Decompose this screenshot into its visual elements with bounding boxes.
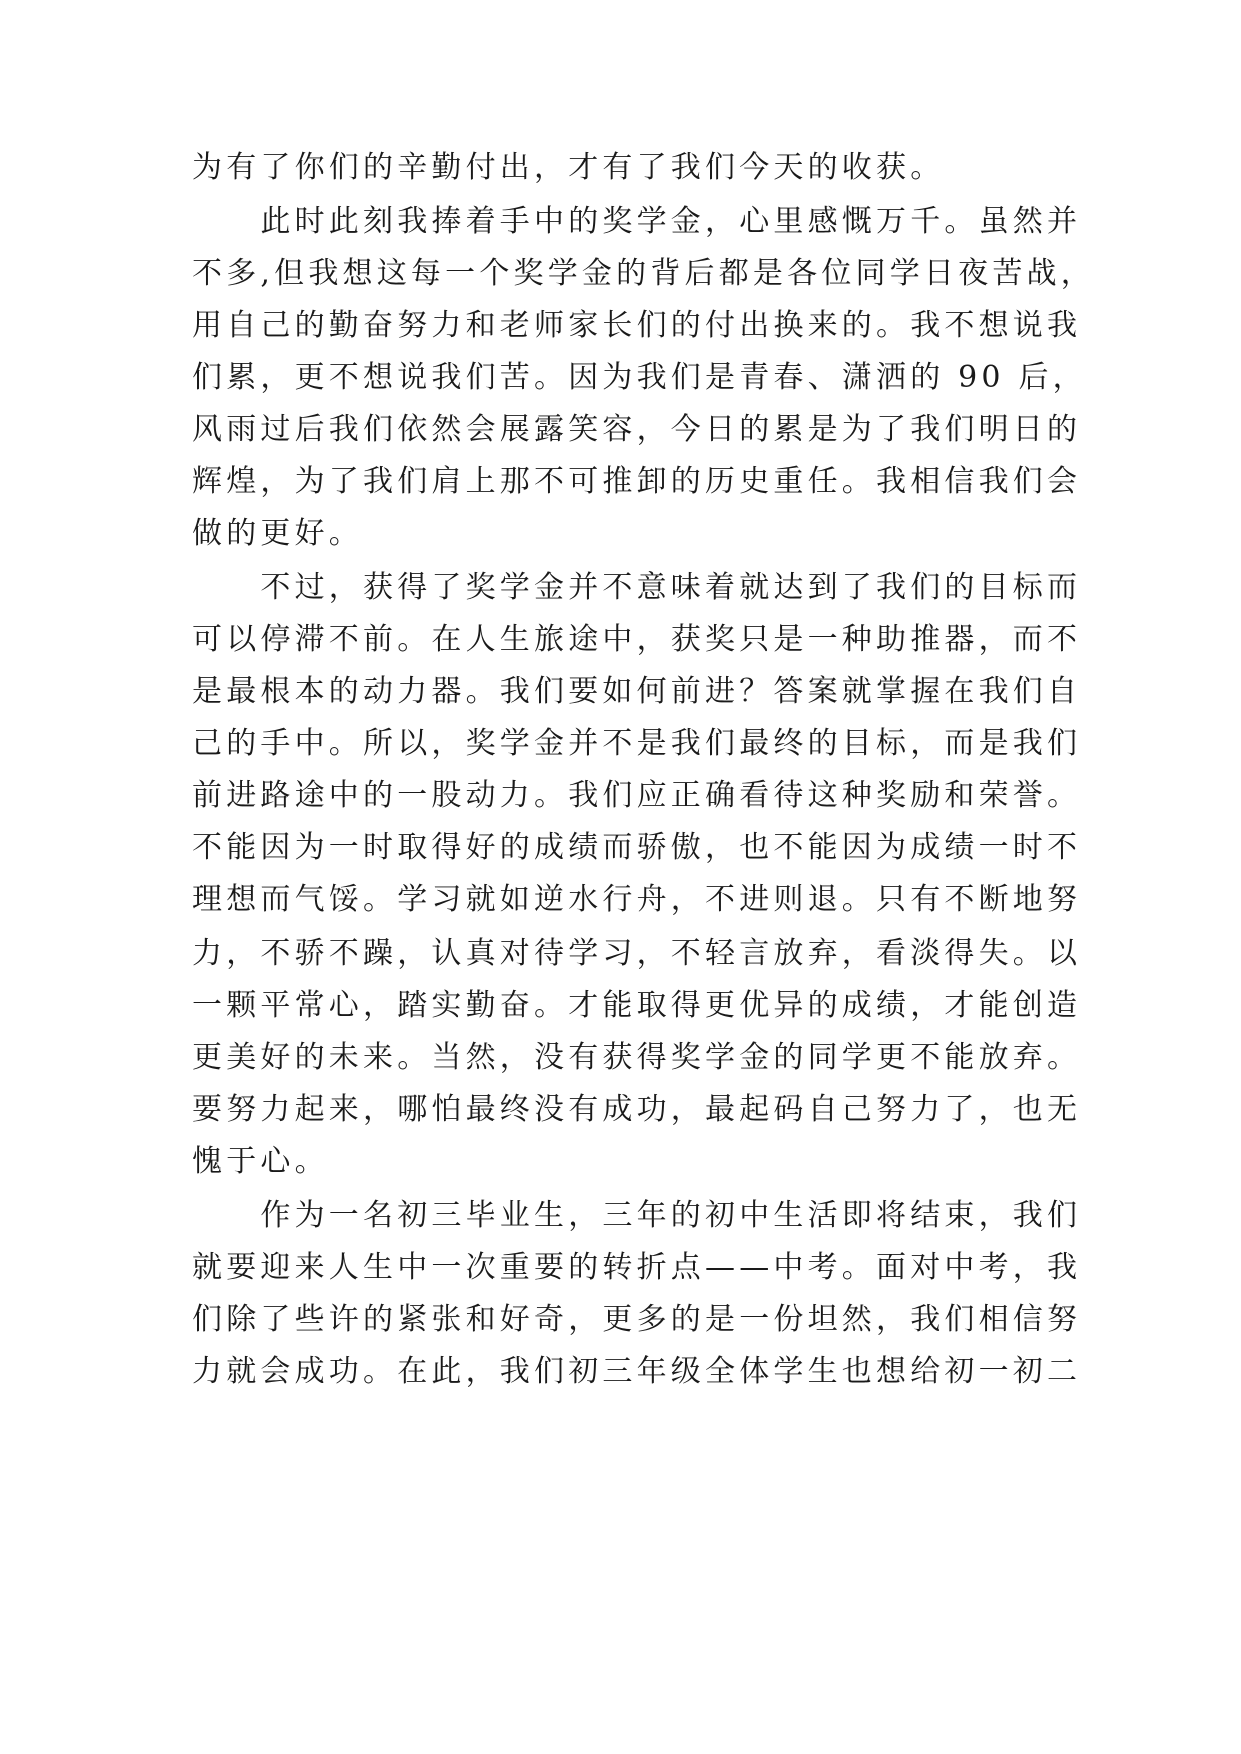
text-line: 可以停滞不前。在人生旅途中，获奖只是一种助推器，而不 <box>192 622 1082 657</box>
text-line: 们累，更不想说我们苦。因为我们是青春、潇洒的 90 后， <box>192 360 1087 395</box>
text-line: 己的手中。所以，奖学金并不是我们最终的目标，而是我们 <box>192 726 1082 761</box>
text-line: 就要迎来人生中一次重要的转折点——中考。面对中考，我 <box>192 1250 1082 1285</box>
text-line: 不能因为一时取得好的成绩而骄傲，也不能因为成绩一时不 <box>192 830 1082 865</box>
text-line: 辉煌，为了我们肩上那不可推卸的历史重任。我相信我们会 <box>192 464 1082 499</box>
text-line: 力就会成功。在此，我们初三年级全体学生也想给初一初二 <box>192 1354 1082 1389</box>
text-line: 用自己的勤奋努力和老师家长们的付出换来的。我不想说我 <box>192 308 1082 343</box>
text-line: 为有了你们的辛勤付出，才有了我们今天的收获。 <box>192 150 945 185</box>
text-line: 不过，获得了奖学金并不意味着就达到了我们的目标而 <box>192 570 1082 605</box>
text-line: 力，不骄不躁，认真对待学习，不轻言放弃，看淡得失。以 <box>192 936 1082 971</box>
text-line: 愧于心。 <box>192 1144 329 1179</box>
text-line: 前进路途中的一股动力。我们应正确看待这种奖励和荣誉。 <box>192 778 1082 813</box>
text-line: 要努力起来，哪怕最终没有成功，最起码自己努力了，也无 <box>192 1092 1082 1127</box>
text-line: 一颗平常心，踏实勤奋。才能取得更优异的成绩，才能创造 <box>192 988 1082 1023</box>
text-line: 不多,但我想这每一个奖学金的背后都是各位同学日夜苦战， <box>192 256 1095 291</box>
text-line: 风雨过后我们依然会展露笑容，今日的累是为了我们明日的 <box>192 412 1082 447</box>
text-line: 作为一名初三毕业生，三年的初中生活即将结束，我们 <box>192 1198 1082 1233</box>
text-line: 此时此刻我捧着手中的奖学金，心里感慨万千。虽然并 <box>192 204 1082 239</box>
text-line: 是最根本的动力器。我们要如何前进？答案就掌握在我们自 <box>192 674 1082 709</box>
text-line: 们除了些许的紧张和好奇，更多的是一份坦然，我们相信努 <box>192 1302 1082 1337</box>
text-line: 更美好的未来。当然，没有获得奖学金的同学更不能放弃。 <box>192 1040 1082 1075</box>
text-line: 理想而气馁。学习就如逆水行舟，不进则退。只有不断地努 <box>192 882 1082 917</box>
text-line: 做的更好。 <box>192 516 363 551</box>
